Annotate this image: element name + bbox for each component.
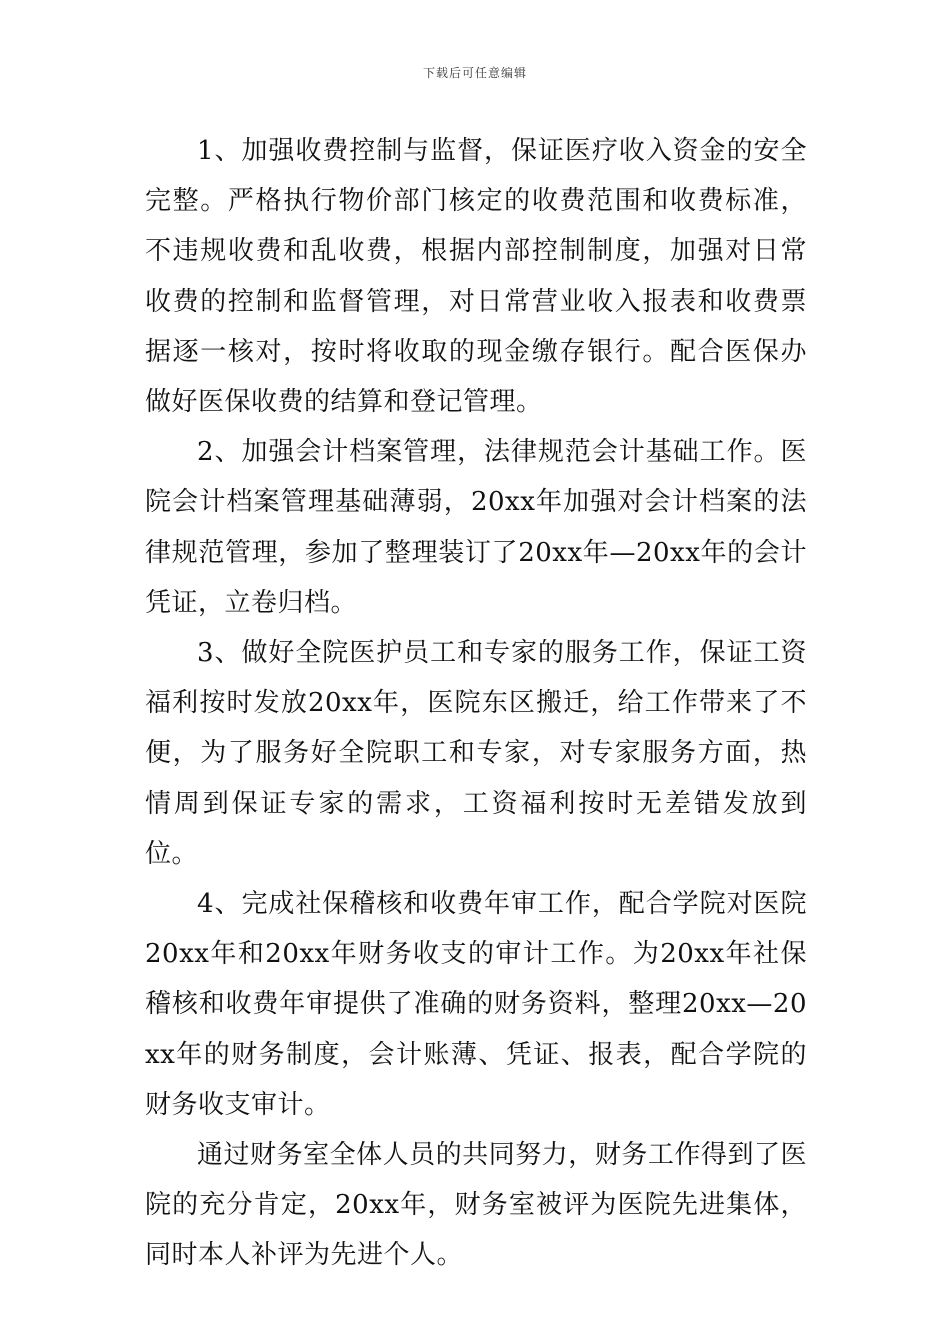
paragraph-5: 通过财务室全体人员的共同努力，财务工作得到了医院的充分肯定，20xx年，财务室被评为医院先进集体，同时本人补评为先进个人。 [145,1140,807,1271]
document-body [145,126,807,1281]
paragraph-4: 4、完成社保稽核和收费年审工作，配合学院对医院20xx年和20xx年财务收支的审计工作。为20xx年社保稽核和收费年审提供了准确的财务资料，整理20xx—20xx年的财务制度，会计账薄、凭证、报表，配合学院的财务收支审计。 [145,889,807,1120]
paragraph-1: 1、加强收费控制与监督，保证医疗收入资金的安全完整。严格执行物价部门核定的收费范围和收费标准，不违规收费和乱收费，根据内部控制制度，加强对日常收费的控制和监督管理，对日常营业收入报表和收费票据逐一核对，按时将收取的现金缴存银行。配合医保办做好医保收费的结算和登记管理。 [145,136,807,418]
paragraph-3: 3、做好全院医护员工和专家的服务工作，保证工资福利按时发放20xx年，医院东区搬迁，给工作带来了不便，为了服务好全院职工和专家，对专家服务方面，热情周到保证专家的需求，工资福利按时无差错发放到位。 [145,638,807,869]
paragraph-2: 2、加强会计档案管理，法律规范会计基础工作。医院会计档案管理基础薄弱，20xx年加强对会计档案的法律规范管理，参加了整理装订了20xx年—20xx年的会计凭证，立卷归档。 [145,437,807,618]
header-note: 下载后可任意编辑 [422,66,527,80]
